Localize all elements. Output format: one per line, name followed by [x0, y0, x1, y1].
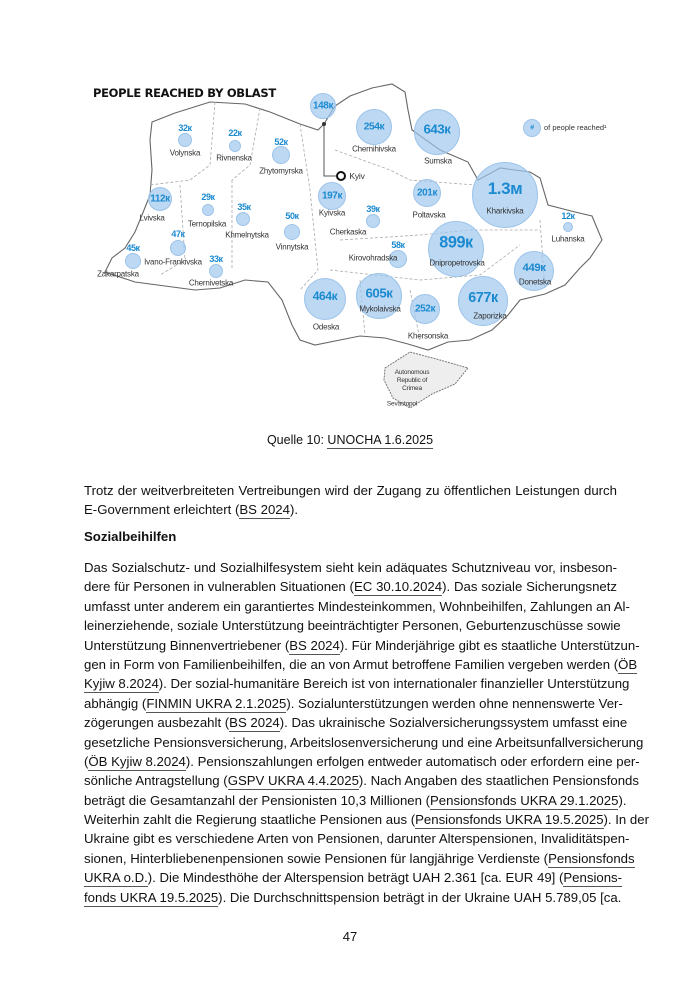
oblast-bubble: [563, 222, 573, 232]
citation-link[interactable]: ÖB Kyjiw 8.2024: [88, 753, 186, 769]
text-line: [84, 829, 630, 848]
text-segment: Ukraine gibt es verschiedene Arten von Pensionen, darunter Alterspensionen, Invaliditätspen-: [84, 831, 630, 847]
oblast-bubble: [178, 133, 192, 147]
text-segment: ).: [289, 502, 299, 518]
citation-link[interactable]: fonds UKRA 19.5.2025: [84, 889, 219, 905]
text-segment: Trotz der weitverbreiteten Vertreibungen wird der Zugang zu öffentlichen Leistungen durch: [84, 483, 617, 498]
oblast-value: 252к: [414, 303, 436, 315]
text-segment: (: [84, 753, 89, 769]
caption-source-link[interactable]: UNOCHA 1.6.2025: [327, 433, 434, 447]
oblast-name: Volynska: [169, 148, 201, 158]
oblast-value: 201к: [416, 187, 438, 199]
text-line: [84, 481, 617, 500]
crimea-label-line: Republic of: [396, 377, 428, 384]
text-segment: ). Die Durchschnittspension beträgt in der Ukraine UAH 5.789,05 [ca.: [218, 889, 622, 905]
text-segment: Weiterhin zahlt die Regierung staatliche Pensionen aus (: [84, 812, 416, 828]
text-line: [84, 849, 635, 868]
text-segment: sionen, Hinterbliebenenpensionen sowie Pensionen für langjährige Verdienste (: [84, 850, 549, 866]
text-segment: Unterstützung Binnenvertriebener (: [84, 637, 290, 653]
paragraph-intro: [84, 481, 617, 520]
oblast-value: 197к: [321, 190, 343, 202]
oblast-value: 47к: [171, 229, 185, 239]
legend-symbol: #: [530, 124, 534, 132]
crimea-label-line: Crimea: [402, 385, 422, 392]
oblast-bubble: [209, 264, 223, 278]
text-segment: ). Pensionszahlungen erfolgen entweder automatisch oder erfordern eine per-: [185, 753, 640, 769]
text-segment: ). In der: [603, 812, 649, 828]
citation-link[interactable]: Pensions-: [563, 870, 623, 886]
oblast-name: Sumska: [424, 156, 452, 166]
text-segment: abhängig (: [84, 695, 147, 711]
text-line: [84, 868, 623, 887]
oblast-name: Donetska: [518, 277, 552, 287]
text-line: [84, 500, 617, 519]
text-segment: zögerungen ausbezahlt (: [84, 715, 230, 731]
text-line: [84, 888, 622, 907]
text-segment: gesetzliche Pensionsversicherung, Arbeitslosenversicherung und eine Arbeitsunfallversicherung: [84, 734, 644, 750]
oblast-name: Kirovohradska: [348, 253, 398, 263]
figure-caption: [0, 433, 700, 447]
oblast-name: Zhytomyrska: [259, 166, 303, 176]
oblast-value: 29к: [201, 192, 215, 202]
text-line: [84, 616, 621, 635]
citation-link[interactable]: EC 30.10.2024: [353, 579, 443, 595]
oblast-value: 449к: [522, 262, 546, 274]
oblast-name: Kyivska: [318, 208, 346, 218]
text-line: [84, 674, 630, 693]
oblast-bubble: [284, 224, 300, 240]
oblast-name: Zaporizka: [473, 311, 507, 321]
text-line: [84, 577, 617, 596]
oblast-value: 12к: [561, 211, 575, 221]
text-line: [84, 752, 640, 771]
oblast-name: Ivano-Frankivska: [144, 257, 202, 267]
capital-icon: [336, 171, 346, 181]
text-segment: leinerziehende, soziale Unterstützung beeinträchtigter Personen, Geburtenzuschüsse sowie: [84, 618, 621, 634]
oblast-name: Mykolaivska: [359, 304, 401, 314]
sevastopol-label: Sevastopol: [386, 400, 418, 408]
citation-link[interactable]: Pensionsfonds UKRA 19.5.2025: [415, 812, 604, 828]
oblast-bubble: [229, 140, 241, 152]
citation-link[interactable]: BS 2024: [239, 502, 290, 518]
text-segment: ). Das soziale Sicherungsnetz: [442, 579, 617, 595]
text-line: [84, 713, 628, 732]
oblast-name: Rivnenska: [216, 153, 252, 163]
oblast-name: Chernihivska: [352, 144, 396, 154]
legend-label: of people reached¹: [544, 123, 607, 132]
text-line: [84, 694, 623, 713]
crimea-label: [395, 369, 430, 393]
text-segment: ).: [618, 792, 627, 808]
citation-link[interactable]: FINMIN UKRA 2.1.2025: [146, 695, 287, 711]
oblast-value: 605к: [365, 285, 393, 301]
oblast-bubble: [236, 212, 250, 226]
citation-link[interactable]: UKRA o.D.: [84, 870, 148, 886]
text-segment: umfasst unter anderem ein garantiertes Mindesteinkommen, Wohnbeihilfen, Zahlungen an Al-: [84, 598, 630, 614]
text-segment: ). Die Mindesthöhe der Alterspension beträgt UAH 2.361 [ca. EUR 49] (: [147, 870, 564, 886]
paragraph-social-benefits: [84, 558, 649, 907]
ukraine-outline: [0, 0, 700, 430]
citation-link[interactable]: Kyjiw 8.2024: [84, 676, 159, 692]
text-line: [84, 655, 638, 674]
text-line: [84, 597, 630, 616]
oblast-name: Khersonska: [407, 331, 449, 341]
oblast-name: Vinnytska: [275, 242, 309, 252]
citation-link[interactable]: Pensionsfonds: [548, 850, 635, 866]
text-line: [84, 733, 644, 752]
text-line: [84, 558, 617, 577]
oblast-name: Luhanska: [551, 234, 585, 244]
oblast-value: 464к: [312, 289, 338, 303]
oblast-value: 39к: [366, 204, 380, 214]
section-heading: Sozialbeihilfen: [84, 529, 177, 544]
text-segment: Das Sozialschutz- und Sozialhilfesystem sieht kein adäquates Schutzniveau vor, insbeson-: [84, 560, 617, 575]
oblast-bubble: [272, 146, 290, 164]
oblast-value: 50к: [285, 211, 299, 221]
oblast-value: 643к: [423, 121, 451, 137]
text-segment: gen in Form von Familienbeihilfen, die an von Armut betroffene Familien vergeben werden (: [84, 656, 619, 672]
oblast-value: 899к: [439, 233, 473, 252]
text-line: [84, 636, 640, 655]
oblast-value: 254к: [363, 121, 385, 133]
citation-link[interactable]: Pensionsfonds UKRA 29.1.2025: [430, 792, 619, 808]
oblast-name: Dnipropetrovska: [429, 258, 485, 268]
oblast-name: Lvivska: [139, 213, 165, 223]
oblast-map: [0, 0, 700, 430]
oblast-name: Odeska: [312, 322, 340, 332]
text-segment: ). Nach Angaben des staatlichen Pensionsfonds: [358, 773, 639, 789]
oblast-value: 45к: [126, 243, 140, 253]
oblast-name: Khmelnytska: [225, 230, 269, 240]
text-segment: ). Der sozial-humanitäre Bereich ist von internationaler finanzieller Unterstützung: [158, 676, 630, 692]
oblast-value: 148к: [312, 100, 334, 112]
oblast-bubble: [125, 253, 141, 269]
citation-link[interactable]: GSPV UKRA 4.4.2025: [227, 773, 359, 789]
text-segment: beträgt die Gesamtanzahl der Pensionisten 10,3 Millionen (: [84, 792, 431, 808]
oblast-bubble: [366, 214, 380, 228]
oblast-value: 677к: [468, 290, 498, 306]
oblast-value: 112к: [150, 193, 170, 205]
oblast-bubble: [170, 240, 186, 256]
oblast-value: 58к: [391, 240, 405, 250]
oblast-value: 22к: [228, 128, 242, 138]
text-segment: ). Sozialunterstützungen werden ohne nennenswerte Ver-: [286, 695, 623, 711]
oblast-name: Ternopilska: [187, 219, 227, 229]
text-segment: ). Für Minderjährige gibt es staatliche Unterstützun-: [339, 637, 640, 653]
map-title: PEOPLE REACHED BY OBLAST: [93, 86, 276, 100]
caption-prefix: Quelle 10:: [266, 433, 328, 447]
capital-label: Kyiv: [349, 171, 365, 181]
text-segment: ). Das ukrainische Sozialversicherungssystem umfasst eine: [279, 715, 628, 731]
crimea-label-line: Autonomous: [394, 369, 430, 376]
citation-link[interactable]: ÖB: [618, 656, 638, 672]
oblast-bubble: [202, 204, 214, 216]
text-line: [84, 810, 649, 829]
citation-link[interactable]: BS 2024: [229, 715, 280, 731]
oblast-name: Cherkaska: [329, 227, 367, 237]
text-line: [84, 791, 627, 810]
oblast-value: 32к: [178, 123, 192, 133]
oblast-name: Poltavska: [412, 210, 446, 220]
text-segment: sönliche Antragstellung (: [84, 773, 228, 789]
oblast-value: 35к: [237, 202, 251, 212]
text-segment: E-Government erleichtert (: [84, 502, 240, 518]
page-number: 47: [342, 929, 358, 944]
text-segment: dere für Personen in vulnerablen Situationen (: [84, 579, 354, 595]
oblast-value: 33к: [209, 254, 223, 264]
oblast-name: Zakarpatska: [97, 269, 139, 279]
oblast-name: Chernivetska: [188, 278, 234, 288]
oblast-value: 1.3м: [487, 179, 523, 198]
citation-link[interactable]: BS 2024: [289, 637, 340, 653]
text-line: [84, 771, 639, 790]
oblast-value: 52к: [274, 137, 288, 147]
oblast-name: Kharkivska: [486, 206, 524, 216]
